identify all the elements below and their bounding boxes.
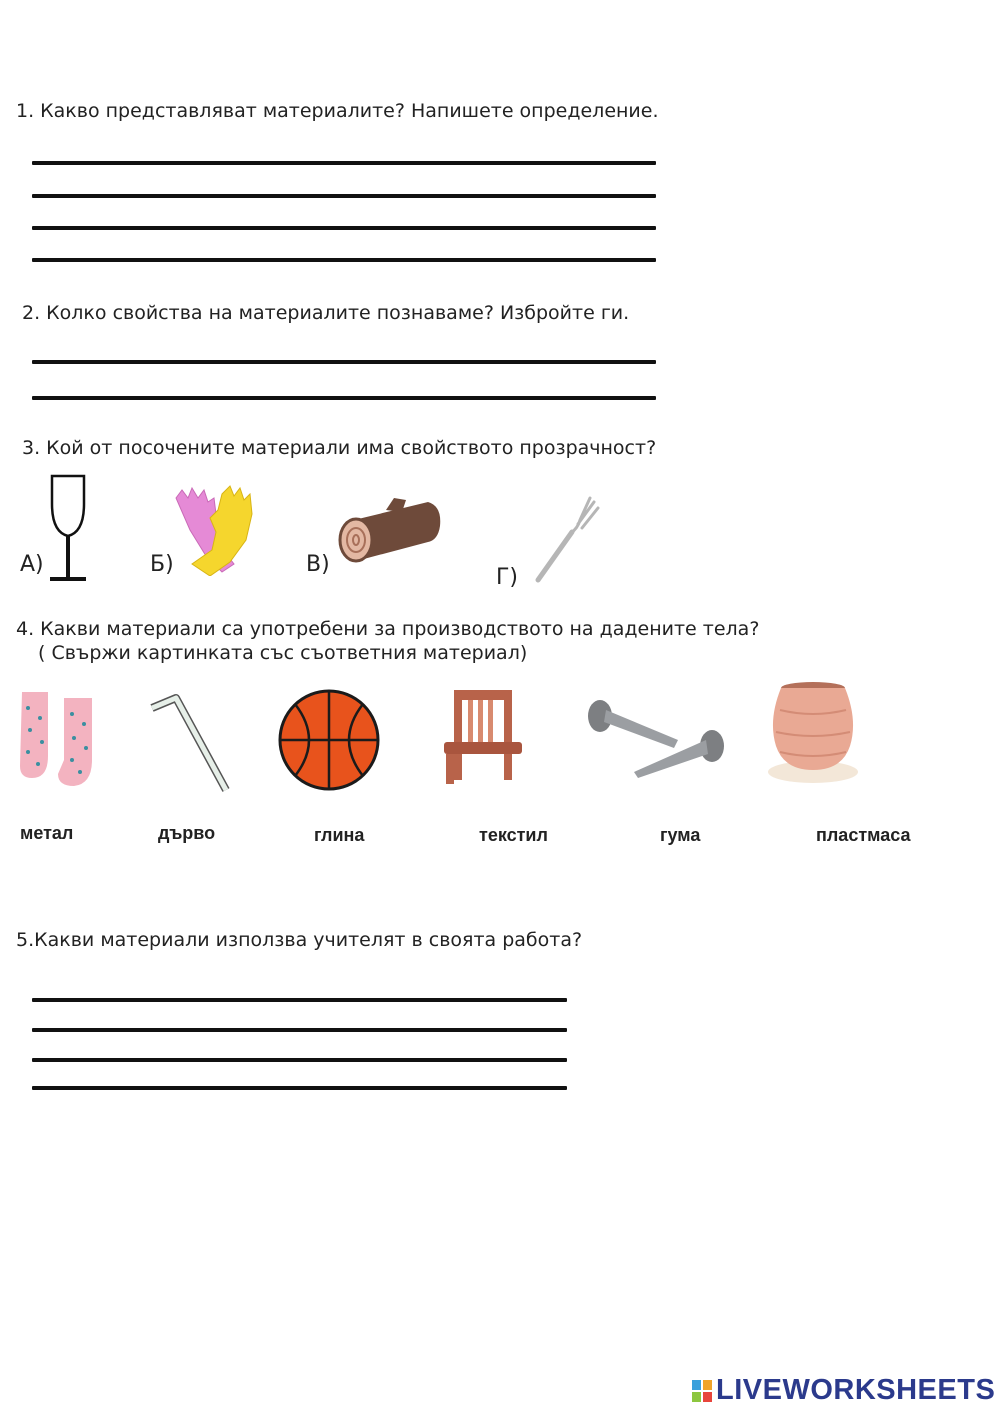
fork-icon[interactable] xyxy=(532,494,600,584)
wine-glass-icon[interactable] xyxy=(46,474,90,584)
logo-text: LIVEWORKSHEETS xyxy=(716,1374,996,1406)
option-b-label[interactable]: Б) xyxy=(150,552,174,577)
socks-icon[interactable] xyxy=(14,686,104,792)
answer-line[interactable] xyxy=(32,1058,567,1062)
liveworksheets-logo xyxy=(692,1374,995,1407)
option-v-label[interactable]: В) xyxy=(306,552,330,577)
nails-icon[interactable] xyxy=(584,696,730,778)
answer-line[interactable] xyxy=(32,1028,567,1032)
question-5: 5.Какви материали използва учителят в своята работа? xyxy=(16,929,583,951)
basketball-icon[interactable] xyxy=(277,688,381,792)
material-label[interactable]: дърво xyxy=(158,823,216,843)
logo-blocks-icon xyxy=(692,1380,712,1402)
question-2: 2. Колко свойства на материалите познаваме? Избройте ги. xyxy=(22,302,630,324)
answer-line[interactable] xyxy=(32,360,656,364)
answer-line[interactable] xyxy=(32,1086,567,1090)
option-g-label[interactable]: Г) xyxy=(496,565,518,590)
material-label[interactable]: метал xyxy=(20,823,74,843)
clay-pot-icon[interactable] xyxy=(766,680,860,784)
option-a-label[interactable]: А) xyxy=(20,552,44,577)
question-3: 3. Кой от посочените материали има свойството прозрачност? xyxy=(22,437,657,459)
material-label[interactable]: пластмаса xyxy=(816,825,911,845)
answer-line[interactable] xyxy=(32,998,567,1002)
answer-line[interactable] xyxy=(32,226,656,230)
question-4-subtext: ( Свържи картинката със съответния материал) xyxy=(38,642,528,664)
straw-icon[interactable] xyxy=(146,690,236,796)
answer-line[interactable] xyxy=(32,161,656,165)
question-1: 1. Какво представляват материалите? Напишете определение. xyxy=(16,100,659,122)
answer-line[interactable] xyxy=(32,396,656,400)
answer-line[interactable] xyxy=(32,194,656,198)
material-label[interactable]: текстил xyxy=(479,825,548,845)
material-label[interactable]: гума xyxy=(660,825,701,845)
chair-icon[interactable] xyxy=(440,688,524,786)
question-4: 4. Какви материали са употребени за производството на дадените тела? xyxy=(16,618,760,640)
wood-log-icon[interactable] xyxy=(336,494,442,566)
answer-line[interactable] xyxy=(32,258,656,262)
material-label[interactable]: глина xyxy=(314,825,365,845)
rubber-gloves-icon[interactable] xyxy=(170,484,260,576)
